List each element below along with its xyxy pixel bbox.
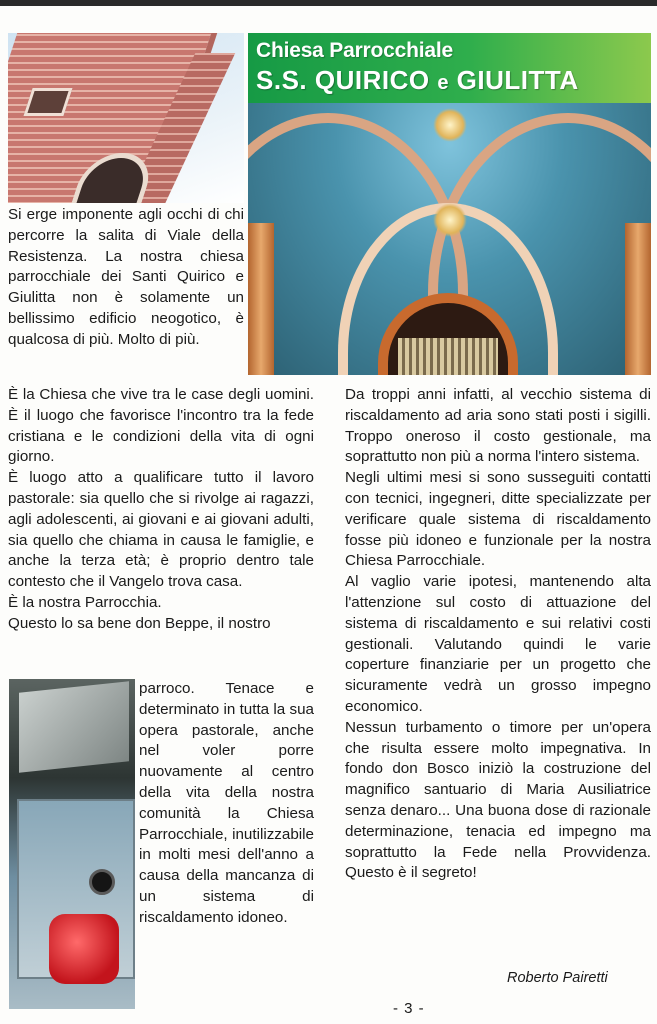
pressure-gauge	[89, 869, 115, 895]
body-paragraph: È la nostra Parrocchia.	[8, 593, 162, 611]
body-paragraph: È la Chiesa che vive tra le case degli uomini. È il luogo che favorisce l'incontro tra la fede cristiana e le condizioni della vita di ogni giorno.	[8, 386, 314, 466]
vault-rosette	[433, 203, 467, 237]
body-paragraph: È luogo atto a qualificare tutto il lavoro pastorale: sia quello che si rivolge ai ragazzi, agli adolescenti, ai giovani e ai giovani adulti, sia quello che chiama in causa le famiglie, e anche la terza età; è proprio dentro tale contesto che il Vangelo trova casa.	[8, 469, 314, 591]
body-paragraph: Da troppi anni infatti, al vecchio sistema di riscaldamento ad aria sono stati posti i sigilli. Troppo oneroso il costo gestionale, ma soprattutto non più a norma l'intero sistema.	[345, 386, 651, 466]
pillar	[248, 223, 274, 375]
narrow-column	[139, 679, 314, 929]
top-rule	[0, 0, 657, 6]
title-name-part1: S.S. QUIRICO	[256, 65, 438, 95]
church-interior-photo	[248, 103, 651, 375]
title-conjunction: e	[437, 72, 449, 94]
boiler-photo	[9, 679, 135, 1009]
title-name-part2: GIULITTA	[448, 65, 579, 95]
body-paragraph: parroco. Tenace e determinato in tutta la sua opera pastorale, anche nel voler porre nuovamente al centro della vita della nostra comunità la Chiesa Parrocchiale, inutilizzabile in molti mesi dell'anno a causa della mancanza di un sistema di riscaldamento idoneo.	[139, 680, 314, 926]
vault-rosette	[433, 108, 467, 142]
body-paragraph: Nessun turbamento o timore per un'opera che risulta essere molto impegnativa. In fondo don Bosco iniziò la costruzione del magnifico santuario di Maria Ausiliatrice senza denaro... Una buona dose di razionale determinazione, tenacia ed impegno ma soprattutto la Fede nella Provvidenza. Questo è il segreto!	[345, 718, 651, 882]
intro-paragraph: Si erge imponente agli occhi di chi percorre la salita di Viale della Resistenza. La nostra chiesa parrocchiale dei Santi Quirico e Giulitta non è solamente un bellissimo edificio neogotico, è qualcosa di più. Molto di più.	[8, 206, 244, 348]
body-paragraph: Questo lo sa bene don Beppe, il nostro	[8, 614, 271, 632]
article-title-line2	[256, 65, 651, 96]
air-duct	[19, 681, 129, 773]
page-number: - 3 -	[393, 1000, 425, 1017]
church-facade-photo	[8, 33, 244, 203]
body-paragraph: Al vaglio varie ipotesi, mantenendo alta l'attenzione sul costo di attuazione del sistema di riscaldamento e sui relativi costi gestionali. Valutando quindi le varie coperture finanziarie per un progetto che sicuramente vedrà un grosso impegno economico.	[345, 573, 651, 715]
author-signature: Roberto Pairetti	[507, 970, 608, 986]
left-column	[8, 385, 314, 635]
right-column	[345, 385, 651, 884]
body-paragraph: Negli ultimi mesi si sono susseguiti contatti con tecnici, ingegneri, ditte specializzate per verificare quale sistema di riscaldamento fosse più idoneo e funzionale per la nostra Chiesa Parrocchiale.	[345, 469, 651, 570]
article-title-line1: Chiesa Parrocchiale	[256, 39, 453, 62]
intro-column	[8, 205, 244, 351]
article-title-band	[248, 33, 651, 103]
pillar	[625, 223, 651, 375]
organ-pipes	[398, 338, 498, 375]
burner-unit	[49, 914, 119, 984]
